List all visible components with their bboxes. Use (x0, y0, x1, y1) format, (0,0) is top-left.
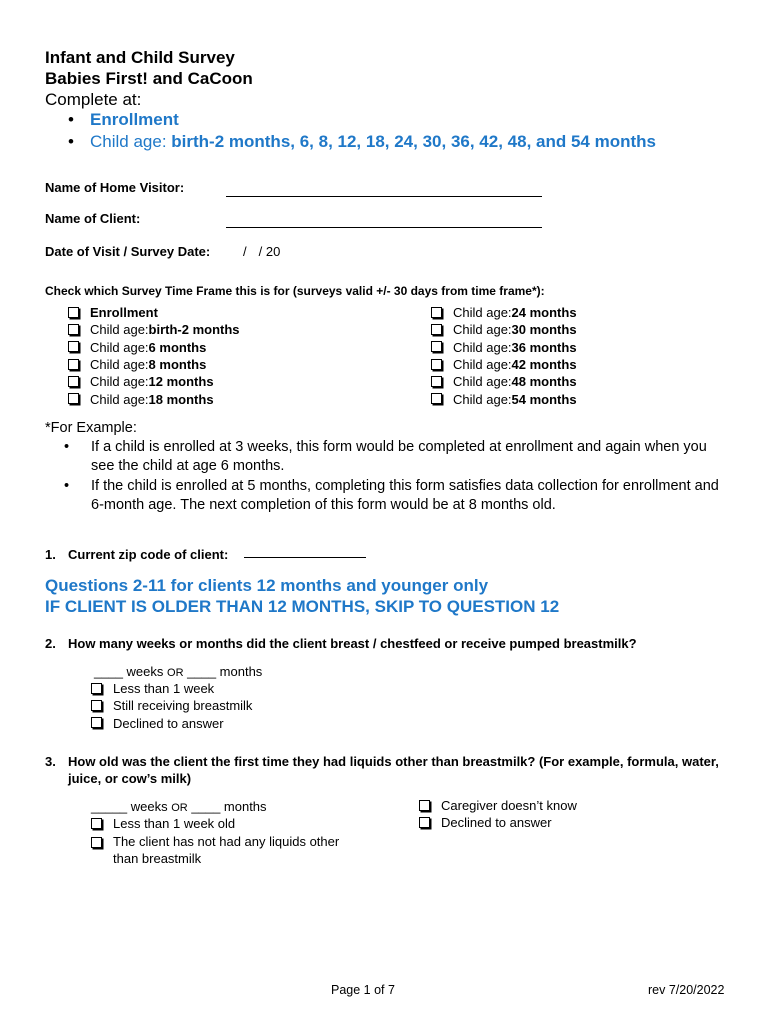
checkbox-icon[interactable] (419, 817, 430, 828)
checkbox-icon[interactable] (431, 359, 442, 370)
home-visitor-field[interactable] (226, 196, 542, 197)
q3-option-no-liquids[interactable]: The client has not had any liquids other than breastmilk (91, 833, 371, 867)
checkbox-icon[interactable] (68, 341, 79, 352)
program-title: Babies First! and CaCoon (45, 69, 253, 88)
timeframe-checkbox-54[interactable]: Child age: 54 months (431, 390, 577, 407)
section-skip-instruction: IF CLIENT IS OLDER THAN 12 MONTHS, SKIP TO QUESTION 12 (45, 597, 560, 616)
checkbox-icon[interactable] (91, 818, 102, 829)
page-number: Page 1 of 7 (331, 983, 395, 997)
timeframe-checkbox-48[interactable]: Child age: 48 months (431, 373, 577, 390)
timeframe-checkbox-12[interactable]: Child age: 12 months (68, 373, 240, 390)
visit-date-field[interactable]: / / 20 (243, 244, 281, 259)
checkbox-icon[interactable] (68, 359, 79, 370)
q2-option-still-receiving[interactable]: Still receiving breastmilk (91, 697, 252, 714)
q3-age-field[interactable]: _____ weeks OR ____ months (91, 799, 267, 814)
checkbox-icon[interactable] (68, 393, 79, 404)
timeframe-checkbox-30[interactable]: Child age: 30 months (431, 321, 577, 338)
checkbox-icon[interactable] (431, 307, 442, 318)
timeframe-checkbox-6[interactable]: Child age: 6 months (68, 339, 240, 356)
checkbox-icon[interactable] (68, 324, 79, 335)
q2-duration-field[interactable]: ____ weeks OR ____ months (94, 664, 263, 679)
timeframe-list-left (68, 304, 240, 408)
revision-date: rev 7/20/2022 (648, 983, 725, 997)
checkbox-icon[interactable] (91, 837, 102, 848)
timeframe-checkbox-42[interactable]: Child age: 42 months (431, 356, 577, 373)
question-1: 1. Current zip code of client: (45, 547, 229, 562)
section-heading: Questions 2-11 for clients 12 months and younger only (45, 576, 489, 595)
bullet-icon: • (68, 110, 74, 129)
question-3: 3. How old was the client the first time they had liquids other than breastmilk? (For example, formula, water, juice, or cow’s milk) (45, 754, 719, 786)
complete-at-item-child-age: • Child age: birth-2 months, 6, 8, 12, 18, 24, 30, 36, 42, 48, and 54 months (68, 132, 656, 151)
checkbox-icon[interactable] (431, 341, 442, 352)
timeframe-checkbox-24[interactable]: Child age: 24 months (431, 304, 577, 321)
bullet-icon: • (64, 478, 70, 494)
timeframe-checkbox-enrollment[interactable]: Enrollment (68, 304, 240, 321)
timeframe-checkbox-18[interactable]: Child age: 18 months (68, 390, 240, 407)
timeframe-checkbox-birth-2[interactable]: Child age: birth-2 months (68, 321, 240, 338)
checkbox-icon[interactable] (91, 683, 102, 694)
q2-option-less-than-1-week[interactable]: Less than 1 week (91, 680, 252, 697)
q3-option-caregiver-doesnt-know[interactable]: Caregiver doesn’t know (419, 797, 577, 814)
zip-code-field[interactable] (244, 557, 366, 558)
q3-option-less-than-1-week[interactable]: Less than 1 week old (91, 815, 371, 832)
timeframe-instruction: Check which Survey Time Frame this is for (surveys valid +/- 30 days from time frame*): (45, 284, 545, 298)
question-2: 2. How many weeks or months did the client breast / chestfeed or receive pumped breastmilk? (45, 636, 637, 651)
visit-date-label: Date of Visit / Survey Date: (45, 244, 211, 259)
client-name-field[interactable] (226, 227, 542, 228)
home-visitor-label: Name of Home Visitor: (45, 180, 185, 195)
checkbox-icon[interactable] (91, 717, 102, 728)
q2-option-declined[interactable]: Declined to answer (91, 715, 252, 732)
timeframe-checkbox-36[interactable]: Child age: 36 months (431, 339, 577, 356)
checkbox-icon[interactable] (91, 700, 102, 711)
complete-at-label: Complete at: (45, 90, 142, 109)
checkbox-icon[interactable] (431, 324, 442, 335)
example-item: • If the child is enrolled at 5 months, completing this form satisfies data collection for enrollment and 6-month age. The next completion of this form would be at 8 months old. (64, 478, 719, 513)
q3-options-right (419, 797, 577, 832)
bullet-icon: • (64, 439, 70, 455)
checkbox-icon[interactable] (68, 376, 79, 387)
q3-option-declined[interactable]: Declined to answer (419, 814, 577, 831)
bullet-icon: • (68, 132, 74, 151)
q2-options (91, 680, 252, 732)
timeframe-checkbox-8[interactable]: Child age: 8 months (68, 356, 240, 373)
timeframe-list-right (431, 304, 577, 408)
example-title: *For Example: (45, 420, 137, 436)
survey-title: Infant and Child Survey (45, 48, 235, 67)
checkbox-icon[interactable] (431, 376, 442, 387)
checkbox-icon[interactable] (431, 393, 442, 404)
checkbox-icon[interactable] (419, 800, 430, 811)
q3-options-left (91, 815, 371, 867)
example-item: • If a child is enrolled at 3 weeks, this form would be completed at enrollment and again when you see the child at age 6 months. (64, 439, 707, 474)
complete-at-item-enrollment: • Enrollment (68, 110, 179, 129)
example-list (64, 438, 734, 516)
checkbox-icon[interactable] (68, 307, 79, 318)
client-name-label: Name of Client: (45, 211, 141, 226)
